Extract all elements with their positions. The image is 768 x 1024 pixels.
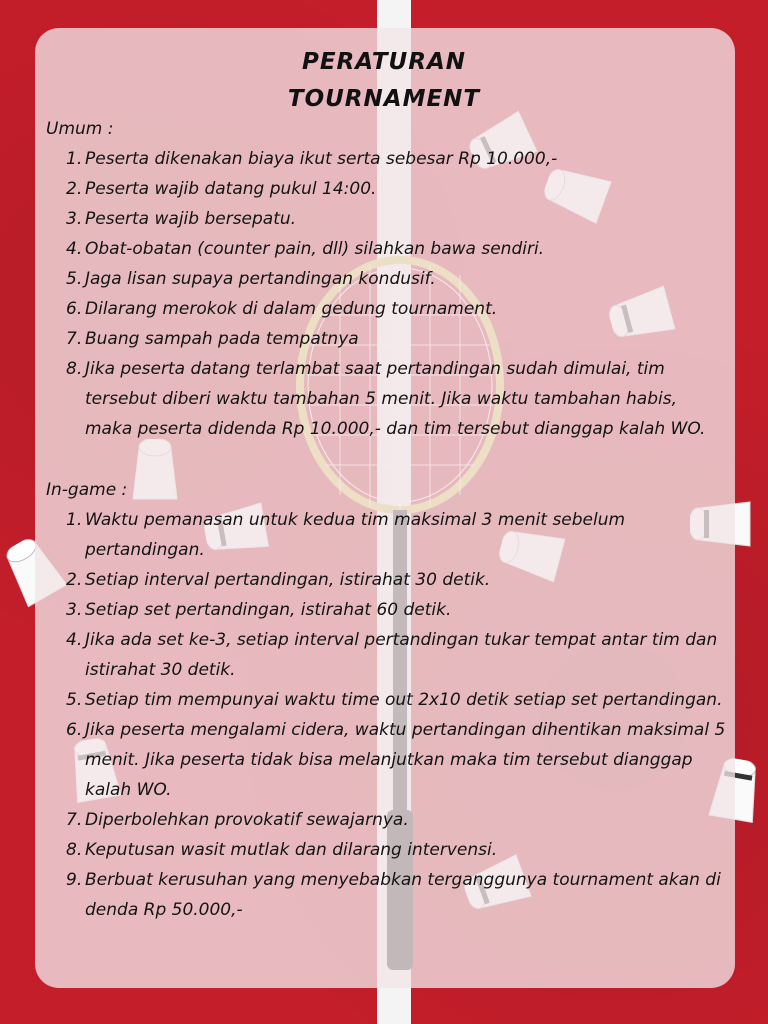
item-text: Obat-obatan (counter pain, dll) silahkan bawa sendiri. (85, 239, 545, 259)
item-text: Dilarang merokok di dalam gedung tournament. (85, 299, 498, 319)
item-number: 7. (66, 810, 83, 830)
item-number: 7. (66, 329, 83, 349)
list-item (46, 144, 726, 174)
item-text: Setiap tim mempunyai waktu time out 2x10 detik setiap set pertandingan. (85, 690, 723, 710)
item-text: Diperbolehkan provokatif sewajarnya. (85, 810, 409, 830)
list-item (46, 715, 726, 805)
item-text: Peserta wajib datang pukul 14:00. (85, 179, 377, 199)
item-number: 2. (66, 570, 83, 590)
list-item (46, 174, 726, 204)
list-item (46, 805, 726, 835)
item-text: Peserta wajib bersepatu. (85, 209, 297, 229)
title-line-1: PERATURAN (301, 49, 466, 75)
list-item (46, 204, 726, 234)
item-number: 6. (66, 720, 83, 740)
item-text: Jika peserta datang terlambat saat pertandingan sudah dimulai, tim tersebut diberi waktu tambahan 5 menit. Jika waktu tambahan habis, maka peserta didenda Rp 10.000,- dan tim tersebut dianggap kalah WO. (85, 359, 706, 439)
item-text: Setiap set pertandingan, istirahat 60 detik. (85, 600, 452, 620)
item-text: Jika peserta mengalami cidera, waktu pertandingan dihentikan maksimal 5 menit. Jika peserta tidak bisa melanjutkan maka tim tersebut dianggap kalah WO. (85, 720, 726, 800)
list-item (46, 865, 726, 925)
item-text: Buang sampah pada tempatnya (85, 329, 359, 349)
title-line-2: TOURNAMENT (287, 86, 481, 112)
item-number: 4. (66, 239, 83, 259)
list-item (46, 625, 726, 685)
list-item (46, 835, 726, 865)
item-number: 3. (66, 600, 83, 620)
item-number: 5. (66, 269, 83, 289)
rules-list-umum (46, 144, 726, 444)
item-number: 1. (66, 149, 83, 169)
item-number: 6. (66, 299, 83, 319)
list-item (46, 595, 726, 625)
item-number: 2. (66, 179, 83, 199)
rules-content (46, 114, 726, 925)
list-item (46, 685, 726, 715)
item-number: 4. (66, 630, 83, 650)
list-item (46, 354, 726, 444)
item-number: 8. (66, 840, 83, 860)
item-text: Setiap interval pertandingan, istirahat 30 detik. (85, 570, 491, 590)
section-heading-umum: Umum : (46, 119, 114, 139)
section-heading-in-game: In-game : (46, 480, 128, 500)
item-number: 3. (66, 209, 83, 229)
item-text: Peserta dikenakan biaya ikut serta sebesar Rp 10.000,- (85, 149, 558, 169)
list-item (46, 505, 726, 565)
item-number: 5. (66, 690, 83, 710)
item-number: 8. (66, 359, 83, 379)
list-item (46, 264, 726, 294)
item-number: 9. (66, 870, 83, 890)
item-text: Jika ada set ke-3, setiap interval pertandingan tukar tempat antar tim dan istirahat 30 detik. (85, 630, 718, 680)
page-title (0, 44, 768, 118)
item-text: Keputusan wasit mutlak dan dilarang intervensi. (85, 840, 498, 860)
section-spacer (46, 444, 726, 475)
list-item (46, 234, 726, 264)
rules-list-in-game (46, 505, 726, 925)
list-item (46, 294, 726, 324)
item-text: Waktu pemanasan untuk kedua tim maksimal 3 menit sebelum pertandingan. (85, 510, 626, 560)
item-text: Jaga lisan supaya pertandingan kondusif. (85, 269, 436, 289)
item-number: 1. (66, 510, 83, 530)
list-item (46, 565, 726, 595)
list-item (46, 324, 726, 354)
item-text: Berbuat kerusuhan yang menyebabkan terganggunya tournament akan di denda Rp 50.000,- (85, 870, 721, 920)
